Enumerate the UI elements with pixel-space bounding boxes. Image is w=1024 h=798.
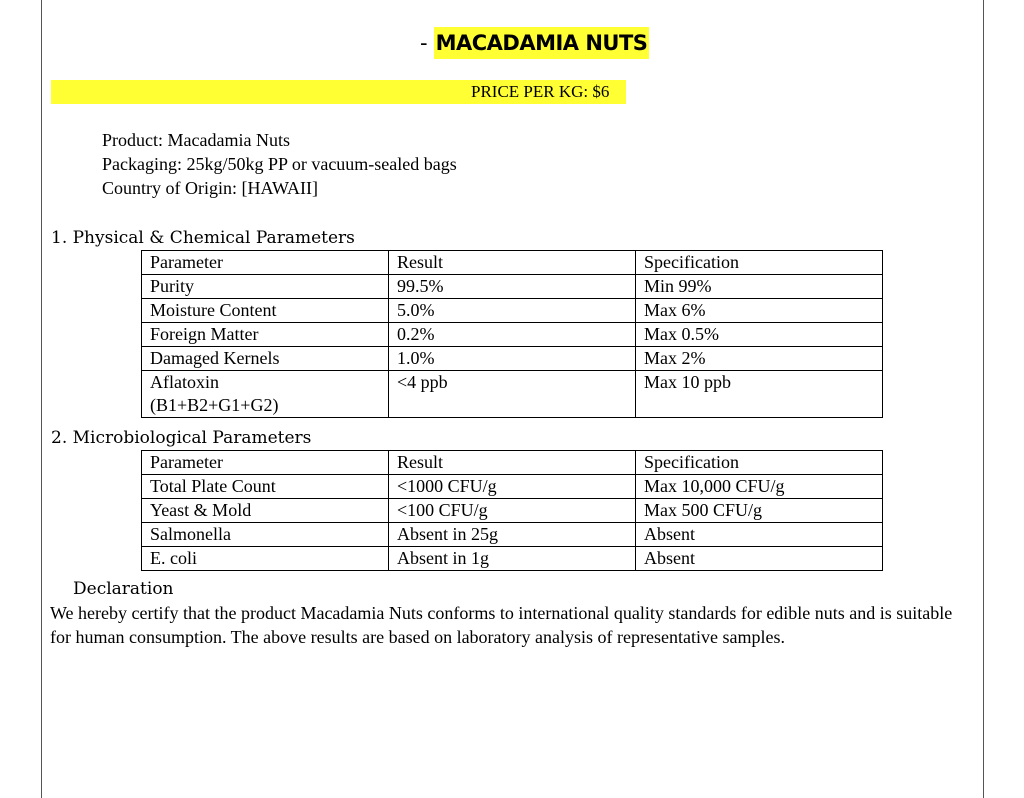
table-row bbox=[142, 523, 883, 547]
table-row bbox=[142, 475, 883, 499]
table-cell: 5.0% bbox=[389, 299, 636, 323]
table-cell: <4 ppb bbox=[389, 371, 636, 418]
table-row bbox=[142, 371, 883, 418]
table-header-row bbox=[142, 251, 883, 275]
table-cell: <1000 CFU/g bbox=[389, 475, 636, 499]
table-header-row bbox=[142, 451, 883, 475]
header-cell: Parameter bbox=[142, 451, 389, 475]
aflatoxin-label: Aflatoxin bbox=[150, 372, 219, 392]
product-line: Product: Macadamia Nuts bbox=[102, 130, 290, 150]
declaration-text: We hereby certify that the product Macadamia Nuts conforms to international quality standards for edible nuts and is suitable for human consumption. The above results are based on laboratory analysis of representative samples. bbox=[50, 603, 953, 647]
table-cell: Yeast & Mold bbox=[142, 499, 389, 523]
table-cell: Min 99% bbox=[636, 275, 883, 299]
table-row bbox=[142, 547, 883, 571]
table-row bbox=[142, 347, 883, 371]
table-cell bbox=[142, 371, 389, 418]
table-cell: Absent in 25g bbox=[389, 523, 636, 547]
header-cell: Result bbox=[389, 451, 636, 475]
header-cell: Specification bbox=[636, 451, 883, 475]
table-cell: Foreign Matter bbox=[142, 323, 389, 347]
physical-parameters-table bbox=[141, 250, 883, 418]
document-title bbox=[420, 27, 649, 59]
table-cell: E. coli bbox=[142, 547, 389, 571]
title-dash: - bbox=[420, 31, 428, 55]
table-cell: 0.2% bbox=[389, 323, 636, 347]
table-cell: 1.0% bbox=[389, 347, 636, 371]
table-row bbox=[142, 499, 883, 523]
product-info bbox=[102, 128, 457, 200]
aflatoxin-sublabel: (B1+B2+G1+G2) bbox=[150, 395, 279, 415]
micro-section-heading: 2. Microbiological Parameters bbox=[51, 428, 312, 448]
header-cell: Result bbox=[389, 251, 636, 275]
table-cell: Purity bbox=[142, 275, 389, 299]
table-cell: Salmonella bbox=[142, 523, 389, 547]
header-cell: Specification bbox=[636, 251, 883, 275]
micro-parameters-table bbox=[141, 450, 883, 571]
packaging-line: Packaging: 25kg/50kg PP or vacuum-sealed bags bbox=[102, 154, 457, 174]
table-cell: Absent bbox=[636, 523, 883, 547]
table-cell: Max 0.5% bbox=[636, 323, 883, 347]
price-per-kg: PRICE PER KG: $6 bbox=[471, 82, 610, 101]
table-cell: <100 CFU/g bbox=[389, 499, 636, 523]
title-text: MACADAMIA NUTS bbox=[434, 27, 650, 59]
table-cell: Total Plate Count bbox=[142, 475, 389, 499]
physical-section-heading: 1. Physical & Chemical Parameters bbox=[51, 228, 355, 248]
table-cell: Absent in 1g bbox=[389, 547, 636, 571]
table-cell: Damaged Kernels bbox=[142, 347, 389, 371]
table-cell: Max 10,000 CFU/g bbox=[636, 475, 883, 499]
document-page bbox=[41, 0, 984, 798]
declaration-heading: Declaration bbox=[73, 579, 174, 599]
table-cell: Max 2% bbox=[636, 347, 883, 371]
table-row bbox=[142, 299, 883, 323]
table-cell: Moisture Content bbox=[142, 299, 389, 323]
origin-line: Country of Origin: [HAWAII] bbox=[102, 178, 319, 198]
table-row bbox=[142, 323, 883, 347]
table-cell: Max 10 ppb bbox=[636, 371, 883, 418]
table-cell: Absent bbox=[636, 547, 883, 571]
header-cell: Parameter bbox=[142, 251, 389, 275]
table-cell: Max 500 CFU/g bbox=[636, 499, 883, 523]
table-cell: 99.5% bbox=[389, 275, 636, 299]
table-row bbox=[142, 275, 883, 299]
table-cell: Max 6% bbox=[636, 299, 883, 323]
